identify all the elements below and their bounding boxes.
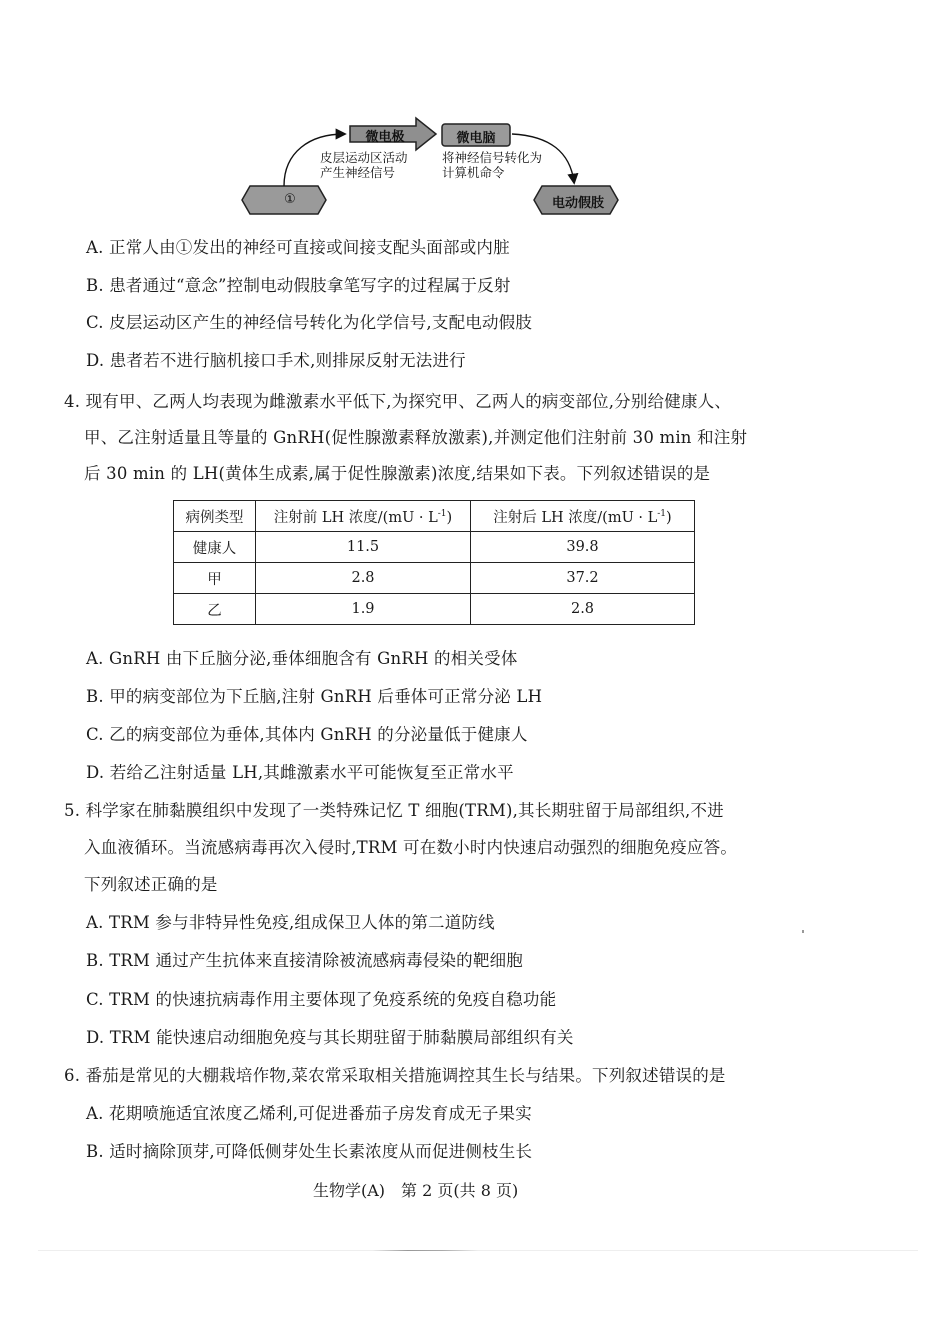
- q3-option-d: D. 患者若不进行脑机接口手术,则排尿反射无法进行: [86, 351, 466, 370]
- note-cortex-line-2: 产生神经信号: [320, 165, 396, 180]
- header-before-sup: -1: [437, 508, 447, 519]
- cell-after: 2.8: [471, 594, 695, 625]
- q4-stem-line-1: 4. 现有甲、乙两人均表现为雌激素水平低下,为探究甲、乙两人的病变部位,分别给健康人、: [64, 392, 732, 411]
- q3-option-a: A. 正常人由①发出的神经可直接或间接支配头面部或内脏: [86, 238, 510, 257]
- table-row: [174, 594, 695, 625]
- q4-stem-line-2: 甲、乙注射适量且等量的 GnRH(促性腺激素释放激素),并测定他们注射前 30 min 和注射: [84, 428, 748, 447]
- header-after-text: 注射后 LH 浓度/(mU · L: [493, 509, 658, 526]
- page-bottom-rule: [38, 1250, 918, 1251]
- cell-case: 健康人: [174, 532, 256, 563]
- header-after-close: ): [666, 509, 672, 526]
- note-cortex: [320, 150, 408, 180]
- q5-stem-line-3: 下列叙述正确的是: [84, 875, 218, 894]
- cell-case: 甲: [174, 563, 256, 594]
- scan-speck: [802, 930, 804, 933]
- microelectrode-label: 微电极: [365, 130, 405, 145]
- q4-option-c: C. 乙的病变部位为垂体,其体内 GnRH 的分泌量低于健康人: [86, 725, 528, 744]
- note-computer: [442, 150, 542, 180]
- note-computer-line-2: 计算机命令: [442, 165, 505, 180]
- header-case-type: 病例类型: [174, 501, 256, 532]
- q4-option-d: D. 若给乙注射适量 LH,其雌激素水平可能恢复至正常水平: [86, 763, 514, 782]
- cell-before: 2.8: [256, 563, 471, 594]
- microcomputer-label: 微电脑: [456, 131, 496, 146]
- cell-before: 1.9: [256, 594, 471, 625]
- q3-option-b: B. 患者通过“意念”控制电动假肢拿笔写字的过程属于反射: [86, 276, 511, 295]
- cell-after: 37.2: [471, 563, 695, 594]
- q4-option-a: A. GnRH 由下丘脑分泌,垂体细胞含有 GnRH 的相关受体: [86, 649, 518, 668]
- table-row: [174, 532, 695, 563]
- q6-option-b: B. 适时摘除顶芽,可降低侧芽处生长素浓度从而促进侧枝生长: [86, 1142, 533, 1161]
- q4-option-b: B. 甲的病变部位为下丘脑,注射 GnRH 后垂体可正常分泌 LH: [86, 687, 543, 706]
- q5-stem-line-1: 5. 科学家在肺黏膜组织中发现了一类特殊记忆 T 细胞(TRM),其长期驻留于局部组织,不进: [64, 801, 724, 820]
- cell-case: 乙: [174, 594, 256, 625]
- q5-option-d: D. TRM 能快速启动细胞免疫与其长期驻留于肺黏膜局部组织有关: [86, 1028, 574, 1047]
- note-cortex-line-1: 皮层运动区活动: [320, 150, 408, 165]
- page-footer: 生物学(A) 第 2 页(共 8 页): [313, 1181, 519, 1200]
- q5-option-a: A. TRM 参与非特异性免疫,组成保卫人体的第二道防线: [86, 913, 495, 932]
- header-before-text: 注射前 LH 浓度/(mU · L: [273, 509, 438, 526]
- note-computer-line-1: 将神经信号转化为: [442, 150, 543, 165]
- table-header-row: [174, 501, 695, 532]
- neural-prosthesis-diagram: [230, 112, 630, 220]
- header-after-sup: -1: [657, 508, 667, 519]
- q5-option-c: C. TRM 的快速抗病毒作用主要体现了免疫系统的免疫自稳功能: [86, 990, 557, 1009]
- header-after: [471, 501, 695, 532]
- q4-stem-line-3: 后 30 min 的 LH(黄体生成素,属于促性腺激素)浓度,结果如下表。下列叙述错误的是: [84, 464, 711, 483]
- lh-concentration-table: [173, 500, 695, 625]
- q6-stem: 6. 番茄是常见的大棚栽培作物,菜农常采取相关措施调控其生长与结果。下列叙述错误的是: [64, 1066, 726, 1085]
- cell-after: 39.8: [471, 532, 695, 563]
- q6-option-a: A. 花期喷施适宜浓度乙烯利,可促进番茄子房发育成无子果实: [86, 1104, 532, 1123]
- origin-node-label: ①: [284, 192, 296, 207]
- prosthesis-label: 电动假肢: [551, 196, 604, 211]
- cell-before: 11.5: [256, 532, 471, 563]
- header-before-close: ): [446, 509, 453, 526]
- q3-option-c: C. 皮层运动区产生的神经信号转化为化学信号,支配电动假肢: [86, 313, 533, 332]
- table-row: [174, 563, 695, 594]
- q5-stem-line-2: 入血液循环。当流感病毒再次入侵时,TRM 可在数小时内快速启动强烈的细胞免疫应答。: [84, 838, 738, 857]
- q5-option-b: B. TRM 通过产生抗体来直接清除被流感病毒侵染的靶细胞: [86, 951, 523, 970]
- header-before: [256, 501, 471, 532]
